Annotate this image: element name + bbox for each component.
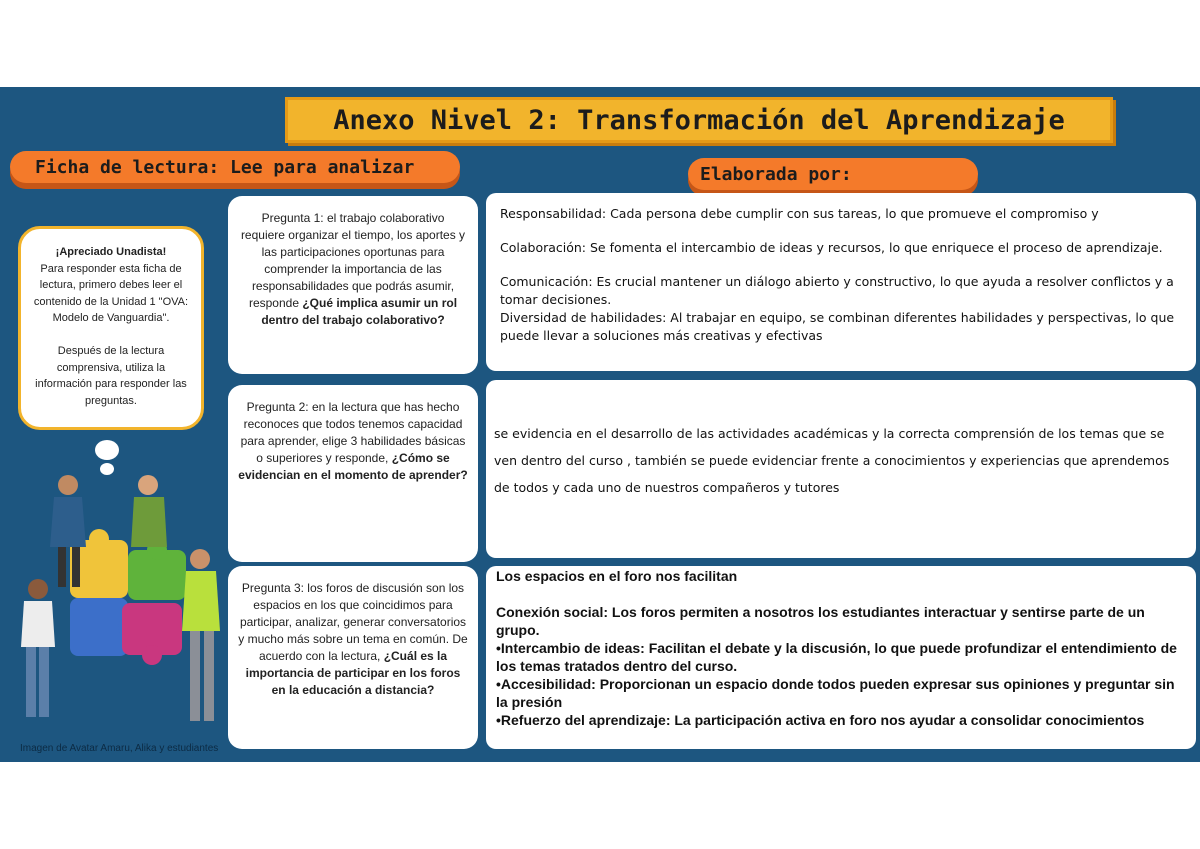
avatar-student-left — [21, 579, 55, 717]
answer-1-line: Diversidad de habilidades: Al trabajar en equipo, se combinan diferentes habilidades y perspectivas, lo que puede llevar a soluciones más creativas y efectivas — [500, 310, 1175, 343]
instruction-bubble — [18, 226, 204, 430]
question-2-bold: ¿Cómo se evidencian en el momento de aprender? — [238, 451, 468, 482]
avatars-puzzle-illustration — [10, 455, 260, 745]
question-2-text: Pregunta 2: en la lectura que has hecho reconoces que todos tenemos capacidad para aprender, elige 3 habilidades básicas o superiores y responde, — [240, 400, 466, 465]
bubble-text-1: Para responder esta ficha de lectura, primero debes leer el contenido de la Unidad 1 "OVA: Modelo de Vanguardia". — [33, 262, 189, 324]
answer-3-item: •Accesibilidad: Proporcionan un espacio donde todos pueden expresar sus opiniones y preguntar sin la presión — [496, 676, 1175, 710]
answer-1-line: Responsabilidad: Cada persona debe cumplir con sus tareas, lo que promueve el compromiso y — [500, 206, 1099, 221]
answer-3-intro: Los espacios en el foro nos facilitan — [496, 568, 738, 584]
reading-sheet-header: Ficha de lectura: Lee para analizar — [10, 151, 460, 183]
question-1-bold: ¿Qué implica asumir un rol dentro del trabajo colaborativo? — [261, 296, 458, 327]
answer-3-item: •Refuerzo del aprendizaje: La participación activa en foro nos ayudar a consolidar conocimientos — [496, 712, 1145, 728]
answer-2-text: se evidencia en el desarrollo de las actividades académicas y la correcta comprensión de los temas que se ven dentro del curso , también se puede evidenciar frente a conocimientos y experiencias que aprendemos de todos y cada uno de nuestros compañeros y tutores — [494, 426, 1170, 495]
avatar-alika — [131, 475, 167, 547]
answer-1-line: Comunicación: Es crucial mantener un diálogo abierto y constructivo, lo que ayuda a resolver conflictos y a tomar decisiones. — [500, 274, 1174, 307]
answer-card-1 — [486, 193, 1196, 371]
answer-3-item: Conexión social: Los foros permiten a nosotros los estudiantes interactuar y sentirse parte de un grupo. — [496, 604, 1145, 638]
image-caption: Imagen de Avatar Amaru, Alika y estudiantes — [20, 743, 219, 754]
bubble-heading: ¡Apreciado Unadista! — [55, 246, 167, 258]
question-3-bold: ¿Cuál es la importancia de participar en los foros en la educación a distancia? — [245, 649, 461, 697]
bubble-text-2: Después de la lectura comprensiva, utiliza la información para responder las preguntas. — [35, 345, 187, 407]
question-card-1 — [228, 196, 478, 374]
question-1-text: Pregunta 1: el trabajo colaborativo requiere organizar el tiempo, los aportes y las participaciones oportunas para comprender la importancia de las responsabilidades que podrás asumir, responde — [240, 211, 466, 310]
author-header: Elaborada por: — [688, 158, 978, 190]
avatar-student-right — [182, 549, 220, 721]
answer-card-3 — [486, 566, 1196, 749]
question-card-2 — [228, 385, 478, 562]
answer-1-line: Colaboración: Se fomenta el intercambio de ideas y recursos, lo que enriquece el proceso de aprendizaje. — [500, 240, 1163, 255]
question-3-text: Pregunta 3: los foros de discusión son los espacios en los que coincidimos para participar, analizar, generar conversatorios y mucho más sobre un tema en común. De acuerdo con la lectura, — [238, 581, 468, 663]
page-title: Anexo Nivel 2: Transformación del Aprendizaje — [285, 97, 1113, 143]
answer-card-2 — [486, 380, 1196, 558]
question-card-3 — [228, 566, 478, 749]
answer-3-item: •Intercambio de ideas: Facilitan el debate y la discusión, lo que puede profundizar el entendimiento de los temas tratados dentro del curso. — [496, 640, 1177, 674]
